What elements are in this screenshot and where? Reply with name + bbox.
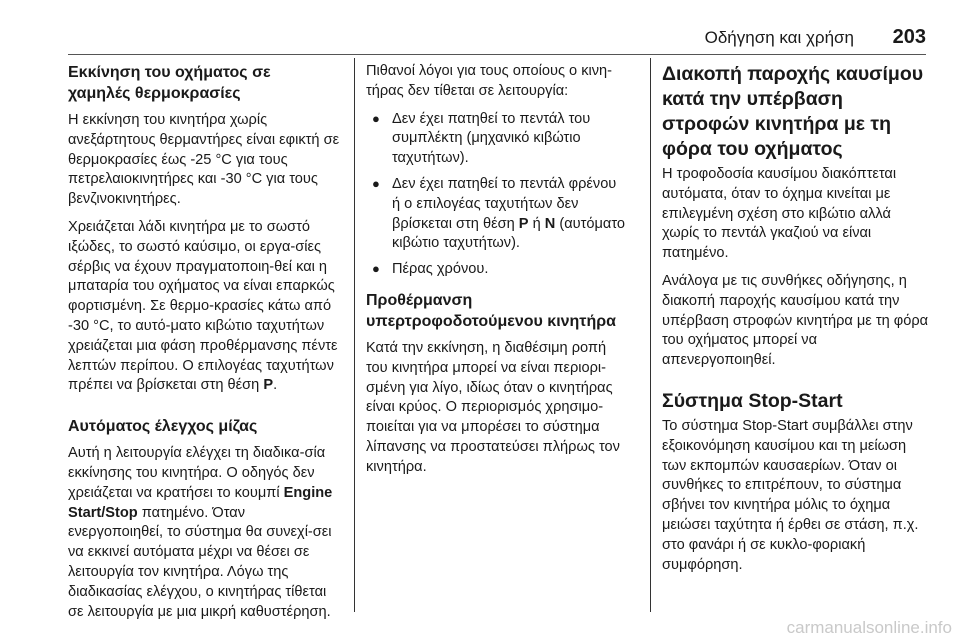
header-divider [68,54,926,55]
paragraph-fuel-cutoff-1: Η τροφοδοσία καυσίμου διακόπτεται αυτόματα, όταν το όχημα κινείται με επιλεγμένη σχέση στο κιβώτιο αλλά χωρίς το πεντάλ γκαζιού να είναι πατημένο. [662,166,897,262]
page-header [68,22,926,52]
paragraph-fuel-cutoff-2: Ανάλογα με τις συνθήκες οδήγησης, η διακοπή παροχής καυσίμου κατά την υπέρβαση στροφών κινητήρα με τη φόρα του οχήματος μπορεί να απενεργοποιηθεί. [662,272,929,369]
paragraph-reasons-intro: Πιθανοί λόγοι για τους οποίους ο κινη-τήρας δεν τίθεται σε λειτουργία: [366,63,613,99]
page-number: 203 [892,26,926,48]
section-heading-turbo-preheat: Προθέρμανση υπερτροφοδοτούμενου κινητήρα [366,291,616,330]
column-3 [662,62,930,583]
header-title: Οδήγηση και χρήση [704,28,854,47]
paragraph-cold-start-1: Η εκκίνηση του κινητήρα χωρίς ανεξάρτητους θερμαντήρες είναι εφικτή σε θερμοκρασίες έως -25 °C για τους πετρελαιοκινητήρες και -30 °C για τους βενζινοκινητήρες. [68,112,340,208]
bullet-icon: ● [372,110,380,126]
column-divider-1 [354,58,355,612]
section-heading-cold-start: Εκκίνηση του οχήματος σε χαμηλές θερμοκρασίες [68,64,271,102]
paragraph-cold-start-2: Χρειάζεται λάδι κινητήρα με το σωστό ιξώδες, το σωστό καύσιμο, οι εργα-σίες σέρβις να έχουν πραγματοποιη-θεί και η μπαταρία του οχήματος να είναι επαρκώς φορτισμένη. Σε θερμο-κρασίες κάτω από -30 °C, το αυτό-ματο κιβώτιο ταχυτήτων χρειάζεται μια φάση προθέρμανσης πέντε λεπτών περίπου. Ο επιλογέας ταχυτήτων πρέπει να βρίσκεται στη θέση P. [68,218,338,394]
section-heading-starter-control: Αυτόματος έλεγχος μίζας [68,418,258,436]
paragraph-starter-control: Αυτή η λειτουργία ελέγχει τη διαδικα-σία εκκίνησης του κινητήρα. Ο οδηγός δεν χρειάζεται να κρατήσει το κουμπί Engine Start/Stop πατημένο. Όταν ενεργοποιηθεί, το σύστημα θα συνεχί-σει να εκκινεί αυτόματα μέχρι να θέσει σε λειτουργία τον κινητήρα. Λόγω της διαδικασίας ελέγχου, ο κινητήρας τίθεται σε λειτουργία με μια μικρή καθυστέρηση. [68,445,333,620]
list-item: ● Πέρας χρόνου. [372,261,489,278]
list-item: ● Δεν έχει πατηθεί το πεντάλ του συμπλέκτη (μηχανικό κιβώτιο ταχυτήτων). [372,110,591,167]
bullet-icon: ● [372,175,380,191]
watermark: carmanualsonline.info [786,618,952,637]
column-divider-2 [650,58,651,612]
column-1 [68,62,344,630]
bullet-icon: ● [372,261,380,277]
paragraph-stop-start: Το σύστημα Stop-Start συμβάλλει στην εξοικονόμηση καυσίμου και τη μείωση των εκπομπών καυσαερίων. Όταν οι συνθήκες το επιτρέπουν, το σύστημα σβήνει τον κινητήρα μόλις το όχημα μειώσει ταχύτητα ή έρθει σε στάση, π.χ. στο φανάρι ή σε κυκλο-φοριακή συμφόρηση. [662,417,919,573]
section-heading-fuel-cutoff: Διακοπή παροχής καυσίμου κατά την υπέρβαση στροφών κινητήρα με τη φόρα του οχήματος [662,63,924,160]
reasons-list [366,110,628,280]
paragraph-turbo-preheat: Κατά την εκκίνηση, η διαθέσιμη ροπή του κινητήρα μπορεί να είναι περιορι-σμένη για λίγο, ιδίως όταν ο κινητήρας είναι κρύος. Ο περιορισμός χρησιμο-ποιείται για να μπορέσει το σύστημα λίπανσης να προστατεύσει πλήρως τον κινητήρα. [366,339,620,475]
list-item: ● Δεν έχει πατηθεί το πεντάλ φρένου ή ο επιλογέας ταχυτήτων δεν βρίσκεται στη θέση P ή N (αυτόματο κιβώτιο ταχυτήτων). [372,175,626,252]
column-2 [366,62,628,486]
section-heading-stop-start: Σύστημα Stop-Start [662,389,843,412]
